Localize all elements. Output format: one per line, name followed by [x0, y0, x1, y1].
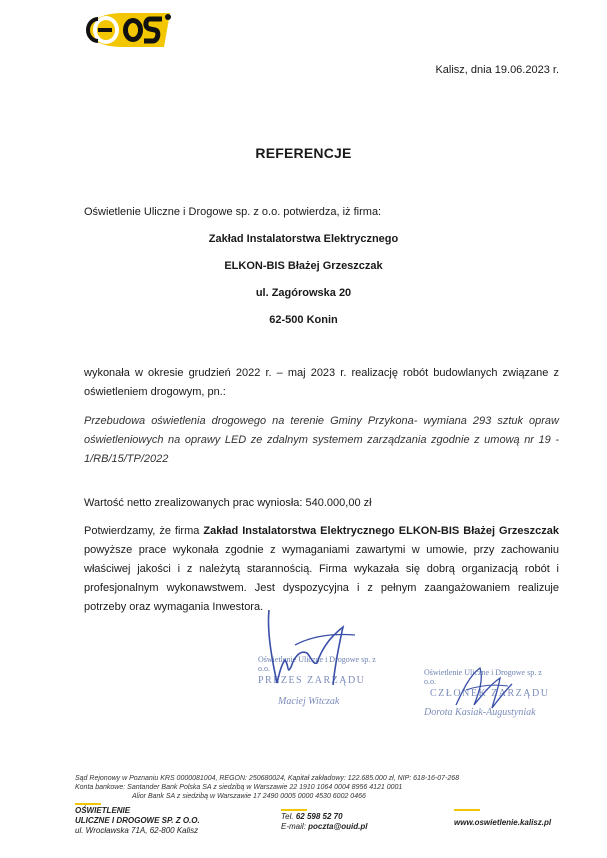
footer-registry-line: Sąd Rejonowy w Poznaniu KRS 0000081004, REGON: 250680024, Kapitał zakładowy: 122.685.000 zł, NIP: 618-16-07-268 — [75, 775, 460, 782]
company-logo — [84, 10, 174, 50]
intro-text: Oświetlenie Uliczne i Drogowe sp. z o.o. potwierdza, iż firma: — [84, 206, 382, 218]
firm-street-line: ul. Zagórowska 20 — [255, 287, 352, 299]
stamp-role-left: PREZES ZARZĄDU — [258, 675, 366, 686]
footer-email: E-mail: poczta@ouid.pl — [281, 822, 368, 831]
footer-bank-line: Konta bankowe: Santander Bank Polska SA z siedzibą w Warszawie 22 1910 1064 0004 8956 4121 0001 — [75, 784, 403, 791]
footer-website-link[interactable]: www.oswietlenie.kalisz.pl — [454, 818, 552, 827]
handwritten-signature-right — [448, 660, 518, 715]
firm-owner-line: ELKON-BIS Błażej Grzeszczak — [224, 260, 383, 272]
footer-accent-line — [75, 803, 101, 805]
firm-name-line: Zakład Instalatorstwa Elektrycznego — [208, 233, 399, 245]
document-date: Kalisz, dnia 19.06.2023 r. — [435, 64, 559, 76]
confirmation-firm: Zakład Instalatorstwa Elektrycznego ELKON-BIS Błażej Grzeszczak — [203, 525, 559, 537]
footer-company-address: ul. Wrocławska 71A, 62-800 Kalisz — [75, 826, 199, 835]
confirmation-prefix: Potwierdzamy, że firma — [84, 525, 204, 537]
footer-accent-line — [281, 809, 307, 811]
handwritten-signature-left — [255, 605, 365, 695]
paragraph-period: wykonała w okresie grudzień 2022 r. – maj 2023 r. realizację robót budowlanych związane z oświetleniem drogowym, pn.: — [84, 367, 559, 398]
stamp-role-right: CZŁONEK ZARZĄDU — [430, 688, 550, 699]
stamp-name-left: Maciej Witczak — [278, 696, 340, 707]
paragraph-confirmation — [84, 522, 559, 617]
stamp-name-right: Dorota Kasiak-Augustyniak — [424, 707, 536, 718]
footer-phone: Tel. 62 598 52 70 — [281, 812, 343, 821]
footer-accent-line — [454, 809, 480, 811]
confirmation-rest: powyższe prace wykonała zgodnie z wymaganiami zawartymi w umowie, przy zachowaniu właściwej jakości i z należytą starannością. Firma wykazała się dobrą organizacją robót i profesjonalnym wykonawstwem. Jest dyspozycyjna i z pełnym zaangażowaniem realizuje potrzeby oraz wymagania Inwestora. — [84, 544, 559, 613]
footer-company-name-2: ULICZNE I DROGOWE SP. Z O.O. — [75, 816, 200, 825]
footer-company — [75, 806, 200, 836]
footer-bank-line: Alior Bank SA z siedzibą w Warszawie 17 2490 0005 0000 4530 6002 0466 — [132, 793, 366, 800]
firm-city-line: 62-500 Konin — [269, 314, 338, 326]
paragraph-project: Przebudowa oświetlenia drogowego na terenie Gminy Przykona- wymiana 293 sztuk opraw oświetleniowych na oprawy LED ze zdalnym systemem zarządzania zgodnie z umową nr 19 - 1/RB/15/TP/2022 — [84, 415, 559, 465]
document-title: REFERENCJE — [255, 145, 352, 161]
stamp-company-right: Oświetlenie Uliczne i Drogowe sp. z o.o. — [424, 668, 542, 686]
footer-registry — [75, 774, 459, 801]
paragraph-value: Wartość netto zrealizowanych prac wyniosła: 540.000,00 zł — [84, 497, 372, 509]
footer-contact — [281, 812, 367, 832]
stamp-company-left: Oświetlenie Uliczne i Drogowe sp. z o.o. — [258, 655, 376, 673]
footer-company-name-1: OŚWIETLENIE — [75, 806, 131, 815]
